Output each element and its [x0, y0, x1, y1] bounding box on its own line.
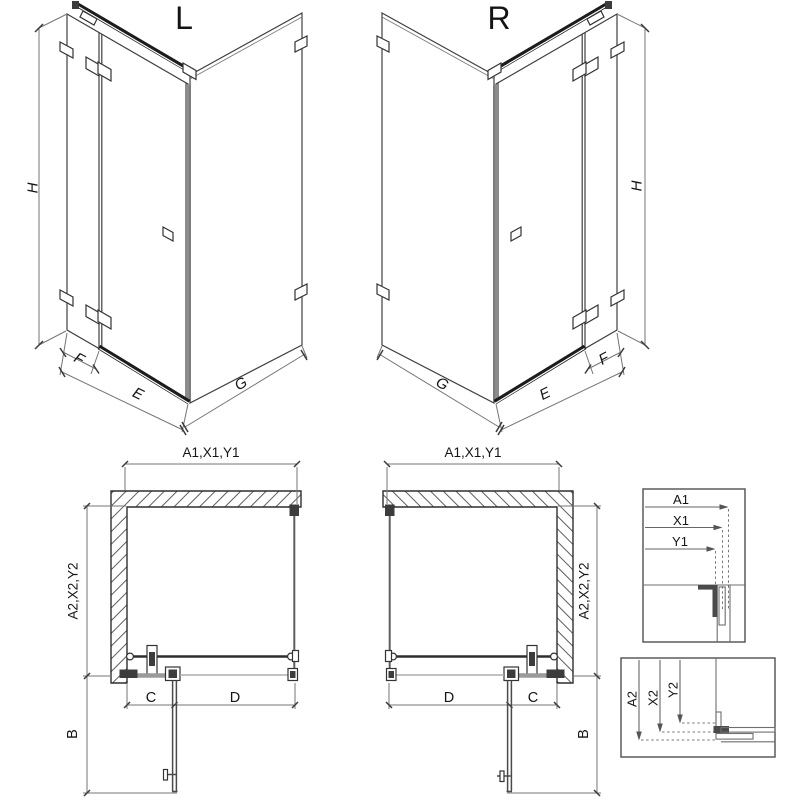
detail-box-depth-adjustment: [621, 658, 775, 757]
right-g-dim-label: G: [432, 373, 452, 395]
left-plan-width-dims-label: A1,X1,Y1: [182, 445, 240, 460]
left-view-title: L: [175, 0, 193, 36]
left-plan-view: [83, 461, 301, 796]
detail-y2-label: Y2: [665, 682, 681, 698]
right-plan-d-label: D: [443, 690, 455, 706]
right-plan-view: [383, 461, 601, 796]
right-height-dim-label: H: [628, 180, 646, 192]
detail-box-width-adjustment: [643, 489, 745, 642]
right-isometric-view: [377, 1, 649, 435]
left-plan-d-label: D: [229, 690, 241, 706]
left-plan-c-label: C: [145, 690, 157, 706]
left-plan-b-label: B: [65, 729, 81, 739]
detail-a2-label: A2: [624, 691, 640, 707]
right-plan-c-label: C: [527, 690, 539, 706]
detail-y1-label: Y1: [672, 534, 688, 549]
detail-a1-label: A1: [673, 492, 689, 507]
left-height-dim-label: H: [24, 182, 42, 194]
right-view-title: R: [487, 0, 511, 36]
left-plan-depth-dims-label: A2,X2,Y2: [65, 562, 81, 620]
left-f-dim-label: F: [70, 349, 88, 369]
right-plan-b-label: B: [576, 729, 592, 739]
right-plan-door-handle: [497, 771, 511, 782]
detail-x2-label: X2: [645, 690, 661, 706]
left-isometric-view: [35, 1, 307, 435]
right-e-dim-label: E: [536, 384, 554, 404]
left-g-dim-label: G: [231, 373, 251, 395]
detail-x1-label: X1: [673, 513, 689, 528]
right-plan-depth-dims-label: A2,X2,Y2: [576, 562, 592, 620]
right-plan-width-dims-label: A1,X1,Y1: [444, 445, 502, 460]
right-f-dim-label: F: [595, 349, 613, 369]
left-plan-door-handle: [164, 770, 178, 781]
left-e-dim-label: E: [129, 384, 147, 404]
